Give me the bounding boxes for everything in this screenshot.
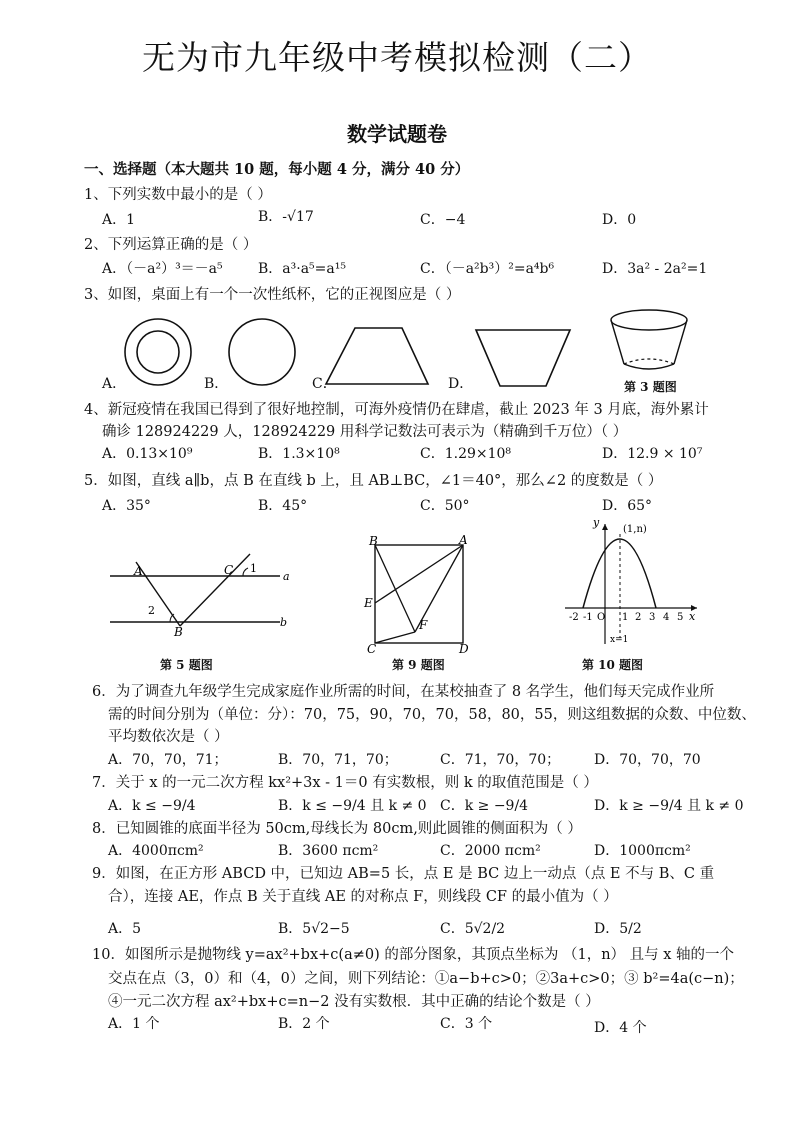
q9-option-d: D．5/2	[594, 921, 642, 937]
label-line-b: b	[280, 616, 288, 629]
q9-option-c: C．5√2/2	[440, 921, 506, 937]
label-B: B	[369, 535, 378, 548]
q4-option-d: D．12.9 × 10⁷	[602, 446, 703, 462]
parabola-curve	[583, 539, 656, 608]
label-angle-2: 2	[148, 604, 155, 617]
q2-stem: 2、下列运算正确的是（ ）	[84, 237, 258, 253]
label-F: F	[419, 618, 428, 632]
q9-stem-line1: 9．如图，在正方形 ABCD 中，已知边 AB=5 长，点 E 是 BC 边上一动点（点 E 不与 B、C 重	[92, 866, 715, 882]
label-D: D	[459, 642, 469, 655]
q6-option-b: B．70，71，70；	[278, 752, 398, 768]
label-angle-1: 1	[250, 562, 257, 575]
figure-5-caption: 第 5 题图	[160, 658, 213, 672]
q2-option-b: B．a³·a⁵=a¹⁵	[258, 261, 346, 277]
x-label: x	[689, 610, 696, 623]
page-title: 无为市九年级中考模拟检测（二）	[142, 38, 652, 77]
segment-bc	[180, 554, 250, 626]
q9-option-b: B．5√2−5	[278, 921, 350, 937]
x-tick-label: 3	[649, 612, 656, 623]
q1-option-d: D．0	[602, 212, 637, 228]
x-tick-label: -2	[569, 612, 579, 623]
q10-option-c: C．3 个	[440, 1016, 493, 1032]
x-tick-label: 1	[622, 612, 629, 623]
q8-stem: 8．已知圆锥的底面半径为 50cm,母线长为 80cm,则此圆锥的侧面积为（ ）	[92, 821, 582, 837]
q3-stem: 3、如图，桌面上有一个一次性纸杯，它的正视图应是（ ）	[84, 287, 461, 303]
label-A: A	[459, 535, 468, 547]
x-tick-label: -1	[583, 612, 593, 623]
q6-stem-line1: 6．为了调查九年级学生完成家庭作业所需的时间，在某校抽查了 8 名学生，他们每天完成作业所	[92, 684, 715, 700]
q3-option-b: B．	[204, 376, 229, 392]
q5-option-b: B．45°	[258, 498, 308, 514]
q5-option-c: C．50°	[420, 498, 470, 514]
figure-9-caption: 第 9 题图	[392, 658, 445, 672]
q6-stem-line2: 需的时间分别为（单位：分）：70，75，90，70，70，58，80，55，则这组数据的众数、中位数、	[108, 707, 756, 723]
q7-option-a: A．k ≤ −9/4	[108, 798, 196, 814]
label-E: E	[364, 596, 373, 610]
vertex-label: (1,n)	[623, 524, 647, 535]
paper-cup-figure	[611, 310, 687, 369]
q3-option-c: C．	[312, 376, 337, 392]
label-line-a: a	[283, 570, 290, 583]
q4-stem-line1: 4、新冠疫情在我国已得到了很好地控制，可海外疫情仍在肆虐，截止 2023 年 3 月底，海外累计	[84, 402, 709, 418]
page-subtitle: 数学试题卷	[347, 122, 447, 146]
q7-option-b: B．k ≤ −9/4 且 k ≠ 0	[278, 798, 427, 814]
q9-option-a: A．5	[108, 921, 142, 937]
label-B: B	[174, 625, 183, 639]
figure-10-caption: 第 10 题图	[582, 658, 644, 672]
q6-option-c: C．71，70，70；	[440, 752, 561, 768]
x-tick-label: O	[597, 612, 606, 623]
q10-option-d: D．4 个	[594, 1020, 647, 1036]
label-C: C	[367, 642, 377, 655]
option-b-circle-figure	[229, 319, 295, 385]
symmetry-axis-label: x=1	[610, 635, 629, 645]
q5-stem: 5．如图，直线 a∥b，点 B 在直线 b 上，且 AB⊥BC，∠1＝40°，那么∠2 的度数是（ ）	[84, 473, 663, 489]
q4-option-a: A．0.13×10⁹	[102, 446, 193, 462]
q3-option-a: A．	[102, 376, 127, 392]
q4-option-b: B．1.3×10⁸	[258, 446, 340, 462]
x-tick-label: 5	[677, 612, 684, 623]
x-tick-label: 2	[635, 612, 642, 623]
segment-cf	[375, 632, 415, 643]
q2-option-a: A．（－a²）³＝－a⁵	[102, 261, 223, 277]
q1-stem: 1、下列实数中最小的是（ ）	[84, 187, 272, 203]
x-tick-label: 4	[663, 612, 670, 623]
section-heading: 一、选择题（本大题共 10 题，每小题 4 分，满分 40 分）	[84, 161, 470, 178]
q3-option-d: D．	[448, 376, 474, 392]
q10-stem-line2: 交点在点（3，0）和（4，0）之间，则下列结论：①a−b+c>0；②3a+c>0；③ b²=4a(c−n)；	[108, 971, 744, 987]
q1-option-b: B．-√17	[258, 209, 314, 225]
q10-option-b: B．2 个	[278, 1016, 330, 1032]
q6-option-d: D．70，70，70	[594, 752, 701, 768]
q4-option-c: C．1.29×10⁸	[420, 446, 512, 462]
q7-option-c: C．k ≥ −9/4	[440, 798, 529, 814]
q8-option-b: B．3600 πcm²	[278, 843, 379, 859]
q6-option-a: A．70，70，71；	[108, 752, 228, 768]
q7-option-d: D．k ≥ −9/4 且 k ≠ 0	[594, 798, 744, 814]
q8-option-c: C．2000 πcm²	[440, 843, 541, 859]
q2-option-c: C．（－a²b³）²=a⁴b⁶	[420, 261, 555, 277]
q9-stem-line2: 合），连接 AE，作点 B 关于直线 AE 的对称点 F，则线段 CF 的最小值为（ ）	[108, 889, 618, 905]
label-C: C	[224, 563, 234, 577]
q3-figure-caption: 第 3 题图	[624, 380, 677, 394]
q10-option-a: A．1 个	[108, 1016, 160, 1032]
q2-option-d: D．3a² - 2a²=1	[602, 261, 708, 277]
q8-option-a: A．4000πcm²	[108, 843, 204, 859]
y-label: y	[593, 518, 600, 529]
y-axis-arrow	[602, 524, 608, 530]
q4-stem-line2: 确诊 128924229 人，128924229 用科学记数法可表示为（精确到千万位）（ ）	[102, 424, 628, 440]
q5-option-a: A．35°	[102, 498, 151, 514]
label-A: A	[134, 564, 143, 578]
q6-stem-line3: 平均数依次是（ ）	[108, 729, 229, 745]
option-d-inverted-trapezoid-figure	[476, 330, 570, 386]
x-tick-labels	[569, 612, 683, 623]
option-a-ring-figure	[125, 319, 191, 385]
q5-option-d: D．65°	[602, 498, 653, 514]
q10-stem-line1: 10．如图所示是抛物线 y=ax²+bx+c(a≠0) 的部分图象，其顶点坐标为 （1，n） 且与 x 轴的一个	[92, 947, 735, 963]
figure-5	[100, 548, 300, 648]
q1-option-a: A．1	[102, 212, 136, 228]
q10-stem-line3: ④一元二次方程 ax²+bx+c=n−2 没有实数根．其中正确的结论个数是（ ）	[108, 994, 600, 1010]
segment-bf	[375, 545, 415, 632]
figure-9	[355, 535, 485, 655]
q1-option-c: C．−4	[420, 212, 466, 228]
figure-10	[555, 518, 705, 650]
option-c-trapezoid-figure	[326, 328, 428, 384]
q8-option-d: D．1000πcm²	[594, 843, 691, 859]
q7-stem: 7．关于 x 的一元二次方程 kx²+3x - 1＝0 有实数根，则 k 的取值范围是（ ）	[92, 775, 598, 791]
angle-1-arc	[243, 568, 248, 576]
